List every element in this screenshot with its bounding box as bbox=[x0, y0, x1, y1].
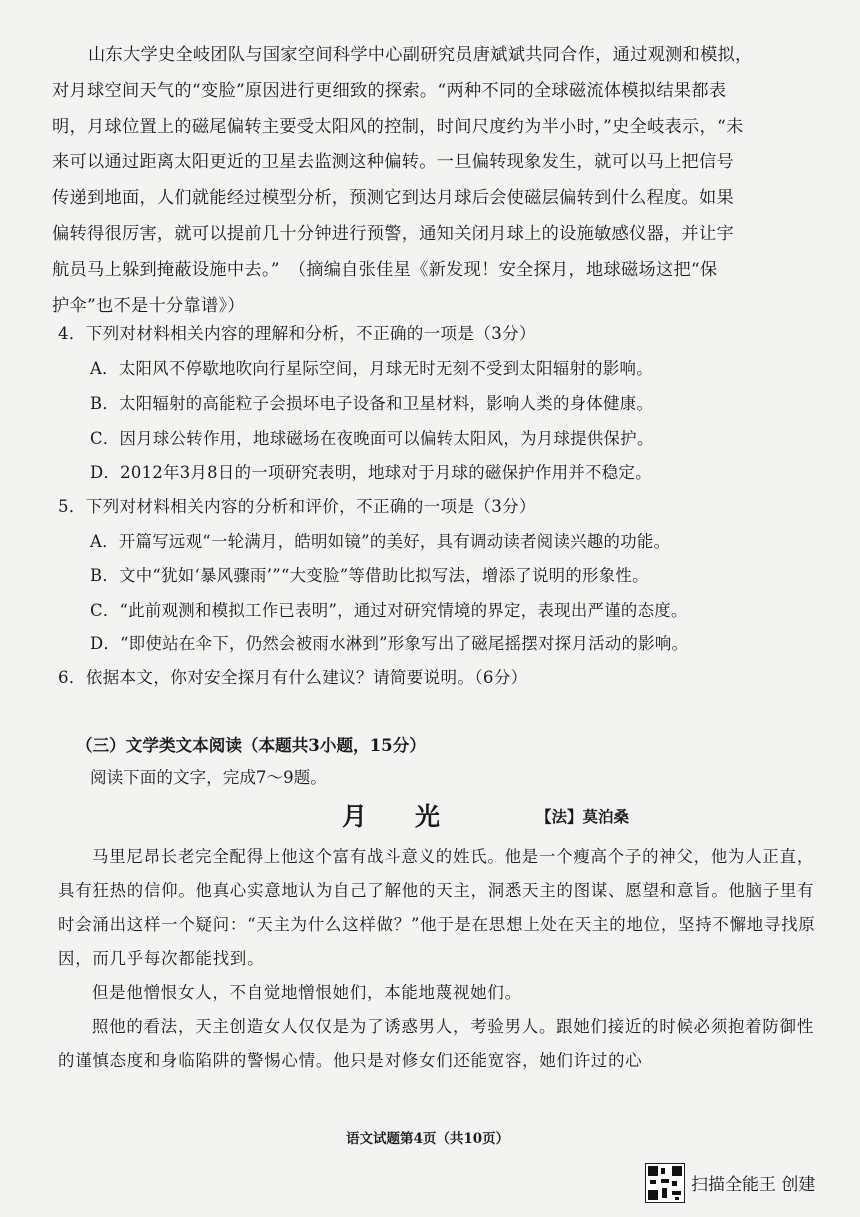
question-5-option-b: B．文中“犹如‘暴风骤雨’”“大变脸”等借助比拟写法，增添了说明的形象性。 bbox=[90, 566, 649, 585]
article-line: 偏转得很厉害，就可以提前几十分钟进行预警，通知关闭月球上的设施敏感仪器，并让宇 bbox=[52, 223, 735, 244]
story-body bbox=[58, 840, 824, 1078]
question-5-option-d: D．“即使站在伞下，仍然会被雨水淋到”形象写出了磁尾摇摆对探月活动的影响。 bbox=[90, 634, 689, 653]
story-paragraph: 马里尼昂长老完全配得上他这个富有战斗意义的姓氏。他是一个瘦高个子的神父，他为人正直，具有狂热的信仰。他真心实意地认为自己了解他的天主，洞悉天主的图谋、愿望和意旨。他脑子里有时会涌出这样一个疑问：“天主为什么这样做？”他于是在思想上处在天主的地位，坚持不懈地寻找原因，而几乎每次都能找到。 bbox=[58, 847, 816, 968]
story-paragraph: 但是他憎恨女人，不自觉地憎恨她们，本能地蔑视她们。 bbox=[92, 983, 522, 1002]
section-instruction: 阅读下面的文字，完成7～9题。 bbox=[90, 768, 327, 787]
story-paragraph: 照他的看法，天主创造女人仅仅是为了诱惑男人，考验男人。跟她们接近的时候必须抱着防御性的谨慎态度和身临陷阱的警惕心情。他只是对修女们还能宽容，她们许过的心 bbox=[58, 1017, 815, 1070]
section-heading: （三）文学类文本阅读（本题共3小题，15分） bbox=[76, 735, 426, 755]
question-4-option-d: D．2012年3月8日的一项研究表明，地球对于月球的磁保护作用并不稳定。 bbox=[90, 463, 652, 482]
article-paragraph bbox=[52, 38, 822, 324]
question-4-option-c: C．因月球公转作用，地球磁场在夜晚面可以偏转太阳风，为月球提供保护。 bbox=[90, 429, 654, 448]
article-line: 传递到地面，人们就能经过模型分析，预测它到达月球后会使磁层偏转到什么程度。如果 bbox=[52, 188, 735, 209]
article-line: 航员马上躲到掩蔽设施中去。” （摘编自张佳星《新发现！安全探月，地球磁场这把“保 bbox=[52, 259, 718, 280]
article-line: 明，月球位置上的磁尾偏转主要受太阳风的控制，时间尺度约为半小时，”史全岐表示，“未 bbox=[52, 116, 744, 137]
story-title: 月光 bbox=[342, 802, 489, 831]
article-line: 来可以通过距离太阳更近的卫星去监测这种偏转。一旦偏转现象发生，就可以马上把信号 bbox=[52, 152, 735, 173]
article-line: 对月球空间天气的“变脸”原因进行更细致的探索。“两种不同的全球磁流体模拟结果都表 bbox=[52, 80, 727, 101]
question-6-stem: 6．依据本文，你对安全探月有什么建议？请简要说明。（6分） bbox=[58, 668, 528, 687]
article-line: 护伞”也不是十分靠谱》） bbox=[52, 295, 245, 316]
scanner-watermark: 扫描全能王 创建 bbox=[691, 1175, 816, 1195]
question-4-option-a: A．太阳风不停歇地吹向行星际空间，月球无时无刻不受到太阳辐射的影响。 bbox=[90, 359, 653, 378]
article-line: 山东大学史全岐团队与国家空间科学中心副研究员唐斌斌共同合作，通过观测和模拟， bbox=[88, 45, 753, 65]
question-4-option-b: B．太阳辐射的高能粒子会损坏电子设备和卫星材料，影响人类的身体健康。 bbox=[90, 394, 654, 413]
story-author: 【法】莫泊桑 bbox=[536, 807, 630, 826]
question-5-stem: 5．下列对材料相关内容的分析和评价，不正确的一项是（3分） bbox=[58, 497, 536, 516]
qr-code-icon bbox=[645, 1163, 685, 1203]
question-4-stem: 4．下列对材料相关内容的理解和分析，不正确的一项是（3分） bbox=[58, 324, 536, 343]
page-footer: 语文试题第4页（共10页） bbox=[346, 1131, 510, 1147]
question-5-option-c: C．“此前观测和模拟工作已表明”，通过对研究情境的界定，表现出严谨的态度。 bbox=[90, 601, 688, 620]
question-5-option-a: A．开篇写远观“一轮满月，皓明如镜”的美好，具有调动读者阅读兴趣的功能。 bbox=[90, 532, 671, 551]
